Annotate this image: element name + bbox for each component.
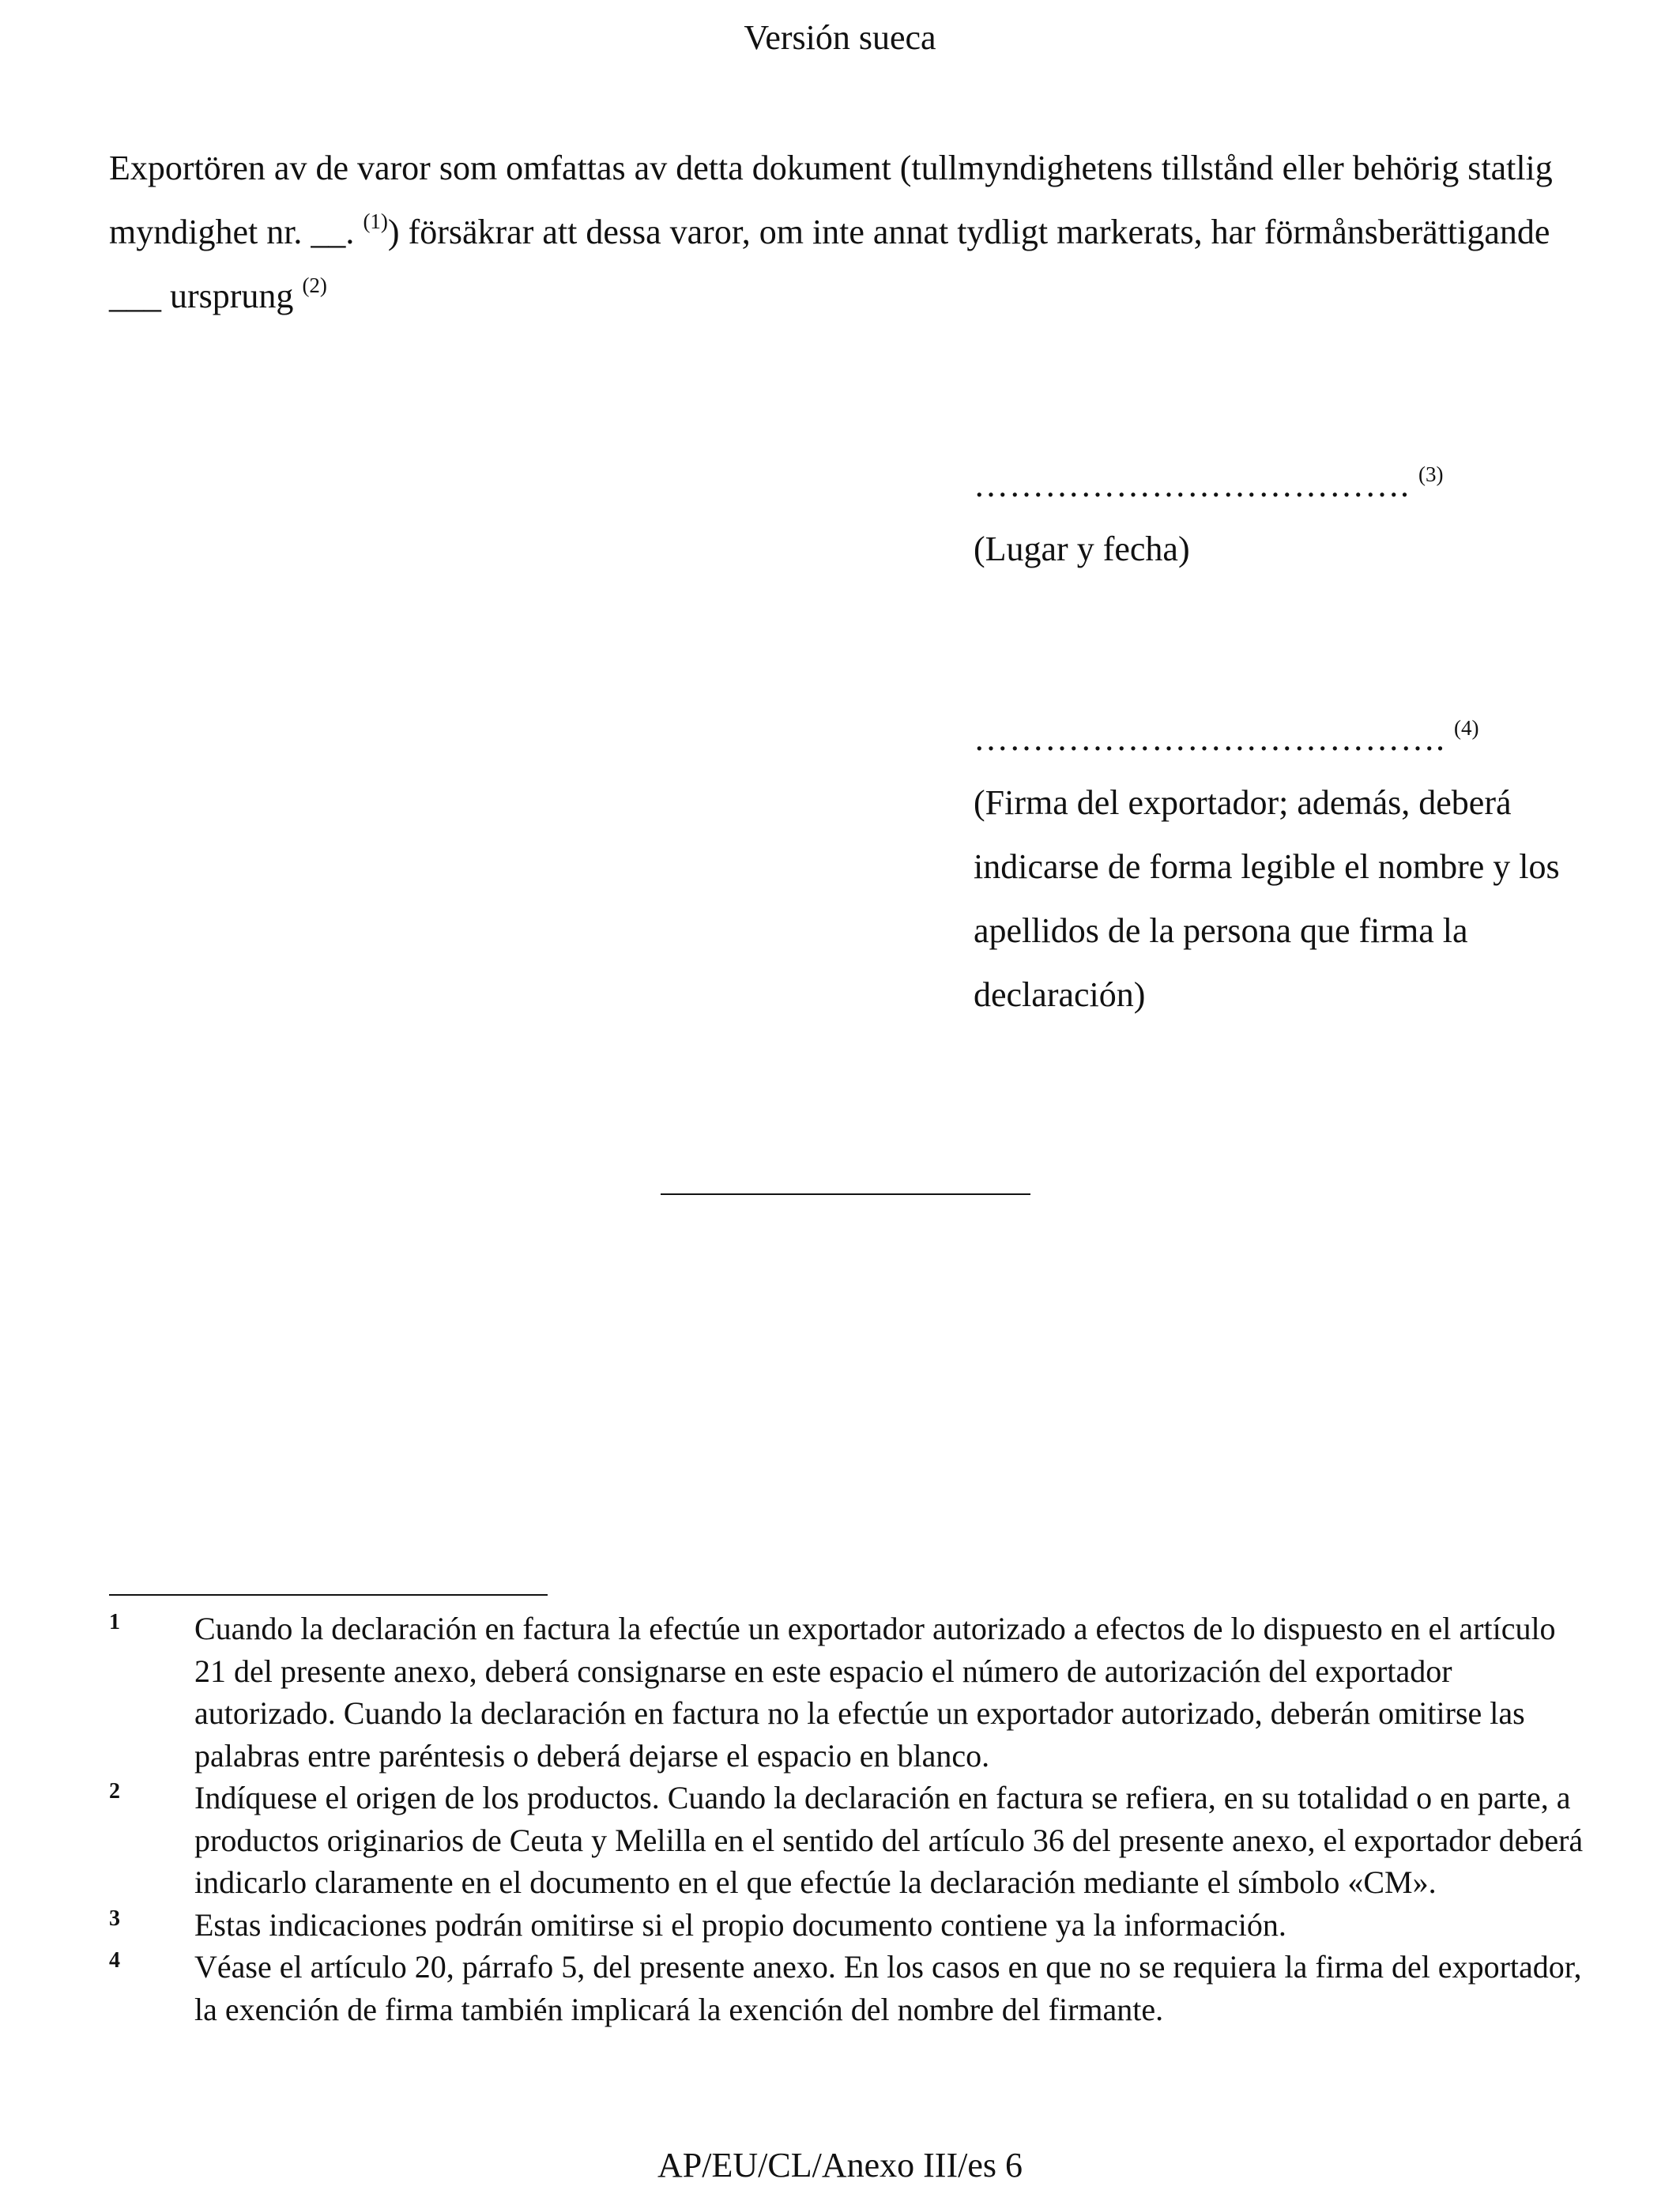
page-heading: Versión sueca (744, 18, 936, 57)
signature-block (974, 707, 1590, 1027)
footnote-rule (109, 1594, 548, 1596)
place-date-block (974, 453, 1590, 581)
footnotes (109, 1608, 1595, 2030)
footnote-1 (109, 1608, 1595, 1777)
footnote-ref-1[interactable]: (1) (363, 209, 388, 233)
place-date-dots: ………………………………. (974, 466, 1410, 504)
footnote-text: Indíquese el origen de los productos. Cuando la declaración en factura se refiera, en su totalidad o en parte, a productos originarios de Ceuta y Melilla en el sentido del artículo 36 del presente anexo, el exportador deberá indicarlo claramente en el documento en el que efectúe la declaración mediante el símbolo «CM». (194, 1780, 1584, 1900)
footnote-ref-4[interactable]: (4) (1454, 716, 1479, 740)
footnote-text: Cuando la declaración en factura la efectúe un exportador autorizado a efectos de lo dispuesto en el artículo 21 del presente anexo, deberá consignarse en este espacio el número de autorización del exportador autorizado. Cuando la declaración en factura no la efectúe un exportador autorizado, deberán omitirse las palabras entre paréntesis o deberá dejarse el espacio en blanco. (194, 1611, 1556, 1774)
declaration-text (109, 136, 1579, 328)
footnote-number: 1 (109, 1610, 120, 1634)
footnote-number: 3 (109, 1906, 120, 1931)
signature-dots: …………………………………. (974, 719, 1445, 758)
signature-line (974, 707, 1590, 771)
declaration-part2: ) försäkrar att dessa varor, om inte annat tydligt markerats, har förmånsberättigande ___ ursprung (109, 213, 1550, 315)
footnote-2 (109, 1777, 1595, 1904)
place-date-line (974, 453, 1590, 517)
separator-line (661, 1193, 1030, 1195)
footnote-text: Estas indicaciones podrán omitirse si el propio documento contiene ya la información. (194, 1906, 1286, 1943)
declaration-part1: Exportören av de varor som omfattas av detta dokument (tullmyndighetens tillstånd eller behörig statlig myndighet nr. __. (109, 149, 1553, 251)
page-footer: AP/EU/CL/Anexo III/es 6 (657, 2146, 1023, 2185)
footnote-number: 4 (109, 1948, 120, 1973)
footnote-ref-2[interactable]: (2) (302, 273, 327, 297)
footnote-ref-3[interactable]: (3) (1418, 462, 1444, 486)
signature-label: (Firma del exportador; además, deberá indicarse de forma legible el nombre y los apellidos de la persona que firma la declaración) (974, 783, 1560, 1014)
footnote-number: 2 (109, 1779, 120, 1804)
footnote-4 (109, 1946, 1595, 2030)
footnote-text: Véase el artículo 20, párrafo 5, del presente anexo. En los casos en que no se requiera la firma del exportador, la exención de firma también implicará la exención del nombre del firmante. (194, 1949, 1582, 2027)
footnote-3 (109, 1904, 1595, 1947)
place-date-label: (Lugar y fecha) (974, 530, 1190, 568)
